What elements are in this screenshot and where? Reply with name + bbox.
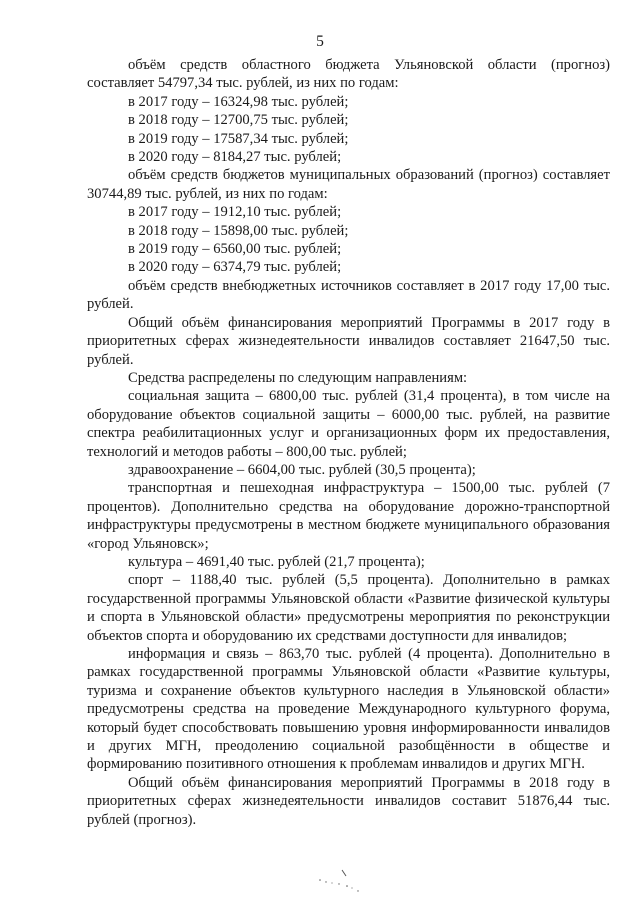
paragraph-distribution-intro: Средства распределены по следующим направлениям: (128, 369, 468, 386)
list-item-municipal-2017: в 2017 году – 1912,10 тыс. рублей; (128, 204, 342, 221)
list-item-regional-2020: в 2020 году – 8184,27 тыс. рублей; (128, 149, 342, 166)
list-item-regional-2017: в 2017 году – 16324,98 тыс. рублей; (128, 93, 349, 110)
list-item-regional-2018: в 2018 году – 12700,75 тыс. рублей; (128, 112, 349, 129)
list-item-regional-2019: в 2019 году – 17587,34 тыс. рублей; (128, 130, 349, 147)
paragraph-municipal-budget: объём средств бюджетов муниципальных образований (прогноз) составляет 30744,89 тыс. рублей, из них по годам: (87, 167, 610, 202)
paragraph-sport: спорт – 1188,40 тыс. рублей (5,5 процента). Дополнительно в рамках государственной программы Ульяновской области «Развитие физической культуры и спорта в Ульяновской области» предусмотрены мероприятия по реконструкции объектов спорта и оборудованию их средствами доступности для инвалидов; (87, 572, 610, 644)
paragraph-information: информация и связь – 863,70 тыс. рублей (4 процента). Дополнительно в рамках государственной программы Ульяновской области «Развитие культуры, туризма и сохранение объектов культурного наследия в Ульяновской области» предусмотрены средства на проведение Международного культурного форума, который будет способствовать повышению уровня информированности инвалидов и других МГН, преодолению социальной разобщённости в обществе и формированию позитивного отношения к проблемам инвалидов и других МГН. (87, 646, 610, 773)
list-item-municipal-2020: в 2020 году – 6374,79 тыс. рублей; (128, 259, 342, 276)
paragraph-total-2017: Общий объём финансирования мероприятий Программы в 2017 году в приоритетных сферах жизнедеятельности инвалидов составляет 21647,50 тыс. рублей. (87, 314, 610, 368)
paragraph-transport: транспортная и пешеходная инфраструктура – 1500,00 тыс. рублей (7 процентов). Дополнительно средства на оборудование дорожно-транспортной инфраструктуры предусмотрены в местном бюджете муниципального образования «город Ульяновск»; (87, 480, 610, 552)
page-number: 5 (316, 33, 324, 50)
list-item-municipal-2018: в 2018 году – 15898,00 тыс. рублей; (128, 222, 349, 239)
body-text (87, 56, 610, 829)
paragraph-social-protection: социальная защита – 6800,00 тыс. рублей (31,4 процента), в том числе на оборудование объектов социальной защиты – 6000,00 тыс. рублей, на развитие спектра реабилитационных услуг и организационных форм их предоставления, технологий и методов работы – 800,00 тыс. рублей; (87, 388, 610, 460)
paragraph-culture: культура – 4691,40 тыс. рублей (21,7 процента); (128, 553, 425, 570)
paragraph-extrabudgetary: объём средств внебюджетных источников составляет в 2017 году 17,00 тыс. рублей. (87, 277, 610, 313)
list-item-municipal-2019: в 2019 году – 6560,00 тыс. рублей; (128, 241, 342, 258)
paragraph-regional-budget: объём средств областного бюджета Ульяновской области (прогноз) составляет 54797,34 тыс. рублей, из них по годам: (87, 57, 610, 92)
scan-artifact-mark (312, 866, 362, 894)
paragraph-total-2018: Общий объём финансирования мероприятий Программы в 2018 году в приоритетных сферах жизнедеятельности инвалидов составит 51876,44 тыс. рублей (прогноз). (87, 774, 610, 828)
paragraph-healthcare: здравоохранение – 6604,00 тыс. рублей (30,5 процента); (128, 461, 476, 478)
